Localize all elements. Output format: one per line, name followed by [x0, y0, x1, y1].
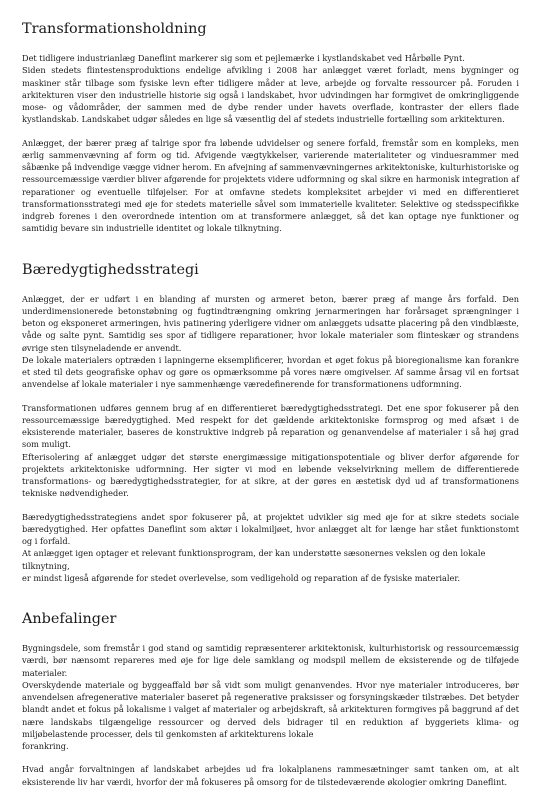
- section-body: [22, 52, 519, 235]
- paragraph: De lokale materialers optræden i lapningerne eksemplificerer, hvordan et øget fokus på bioregionalisme kan forankre et sted til dets geografiske ophav og gøre os opmærksomme på vores nære omgivelser. Af samme årsag vil en fortsat anvendelse af lokale materialer i nye sammenhænge væredefinerende for transformationens udformning.: [22, 354, 519, 390]
- paragraph: At anlægget igen optager et relevant funktionsprogram, der kan understøtte sæsonernes vekslen og den lokale tilknytning,: [22, 548, 486, 571]
- section-heading: Anbefalinger: [22, 611, 117, 627]
- section-heading: Transformationsholdning: [22, 21, 207, 37]
- paragraph: Anlægget, der er udført i en blanding af mursten og armeret beton, bærer præg af mange års forfald. Den underdimensionerede betonstøbning og fugtindtrængning omkring jernarmeringen har forårsaget sprængninger i beton og eksponeret armeringen, hvis patinering yderligere vidner om anlæggets udsatte placering på den vindblæste, våde og salte pynt. Samtidig ses spor af tidligere reparationer, hvor lokale materialer som flinteskær og strandens øvrige sten tilsyneladende er anvendt.: [22, 293, 519, 353]
- section-baeredygtighedsstrategi: [22, 261, 519, 585]
- section-anbefalinger: [22, 610, 519, 788]
- paragraph: Bygningsdele, som fremstår i god stand og samtidig repræsenterer arkitektonisk, kulturhistorisk og ressourcemæssig værdi, bør nænsomt repareres med øje for lige dele samklang og modspil mellem de eksisterende og de tilføjede materialer.: [22, 643, 519, 678]
- paragraph: Bæredygtighedsstrategiens andet spor fokuserer på, at projektet udvikler sig med øje for at sikre stedets sociale bæredygtighed. Her opfattes Daneflint som aktør i lokalmiljøet, hvor anlægget alt for længe har stået funktionstomt og i forfald.: [22, 511, 519, 546]
- paragraph: er mindst ligeså afgørende for stedet overlevelse, som vedligehold og reparation af de fysiske materialer.: [22, 572, 461, 583]
- paragraph: Overskydende materiale og byggeaffald bør så vidt som muligt genanvendes. Hvor nye materialer introduceres, bør anvendelsen afregenerative materialer baseret på regenerative praksisser og forsyningskæder tilstræbes. Det betyder blandt andet et fokus på lokalisme i valget af materialer og arbejdskraft, så arkitekturen formgives på baggrund af det nære landskabs tilgængelige ressourcer og derved dels bidrager til en reduktion af byggeriets klima- og miljøbelastende processer, dels til genkomsten af arkitekturens lokale: [22, 679, 519, 739]
- paragraph: Efterisolering af anlægget udgør det største energimæssige mitigationspotentiale og bliver derfor afgørende for projektets arkitektoniske udformning. Her sigter vi mod en løbende vekselvirkning mellem de differentierede transformations- og bæredygtighedsstrategier, for at sikre, at der gøres en æstetisk dyd ud af transformationens tekniske nødvendigheder.: [22, 451, 519, 499]
- paragraph: Hvad angår forvaltningen af landskabet arbejdes ud fra lokalplanens rammesætninger samt tanken om, at alt eksisterende liv har værdi, hvorfor der må fokuseres på omsorg for de tilstedeværende økologier omkring Daneflint.: [22, 764, 519, 787]
- paragraph: Anlægget, der bærer præg af talrige spor fra løbende udvidelser og senere forfald, fremstår som en kompleks, men ærlig sammenvævning af form og tid. Afvigende vægtykkelser, varierende materialiteter og vinduesrammer med såbænke på indvendige vægge vidner herom. En afvejning af sammenvævningernes arkitektoniske, kulturhistoriske og ressourcemæssige værdier bliver afgørende for projektets videre udformning og skal sikre en harmonisk integration af reparationer og eventuelle tilføjelser. For at omfavne stedets kompleksitet arbejder vi med en differentieret transformationsstrategi med øje for stedets materielle såvel som immaterielle kvaliteter. Selektive og stedsspecifikke indgreb forenes i den overordnede intention om at transformere anlægget, så det kan optage nye funktioner og samtidig bevare sin industrielle identitet og lokale tilknytning.: [22, 137, 519, 234]
- paragraph: Transformationen udføres gennem brug af en differentieret bæredygtighedsstrategi. Det ene spor fokuserer på den ressourcemæssige bæredygtighed. Med respekt for det gældende arkitektoniske formsprog og med afsæt i de eksisterende materialer, baseres de konstruktive indgreb på reparation og genanvendelse af materialer i så høj grad som muligt.: [22, 402, 519, 450]
- section-transformationsholdning: [22, 20, 519, 235]
- section-heading: Bæredygtighedsstrategi: [22, 261, 199, 278]
- section-body: [22, 642, 519, 788]
- paragraph: Siden stedets flintestensproduktions endelige afvikling i 2008 har anlægget været forladt, mens bygninger og maskiner står tilbage som fysiske levn efter tidligere måder at leve, arbejde og forvalte ressourcer på. Foruden i arkitekturen viser den industrielle historie sig også i landskabet, hvor udvindingen har formgivet de omkringliggende mose- og vådområder, der sammen med de dybe render under havets overflade, kontraster der ellers flade kystlandskab. Landskabet udgør således en lige så væsentlig del af stedets industrielle fortælling som arkitekturen.: [22, 65, 519, 125]
- paragraph: forankring.: [22, 741, 69, 751]
- paragraph: Det tidligere industrianlæg Daneflint markerer sig som et pejlemærke i kystlandskabet ved Hårbølle Pynt.: [22, 53, 465, 63]
- section-body: [22, 293, 519, 585]
